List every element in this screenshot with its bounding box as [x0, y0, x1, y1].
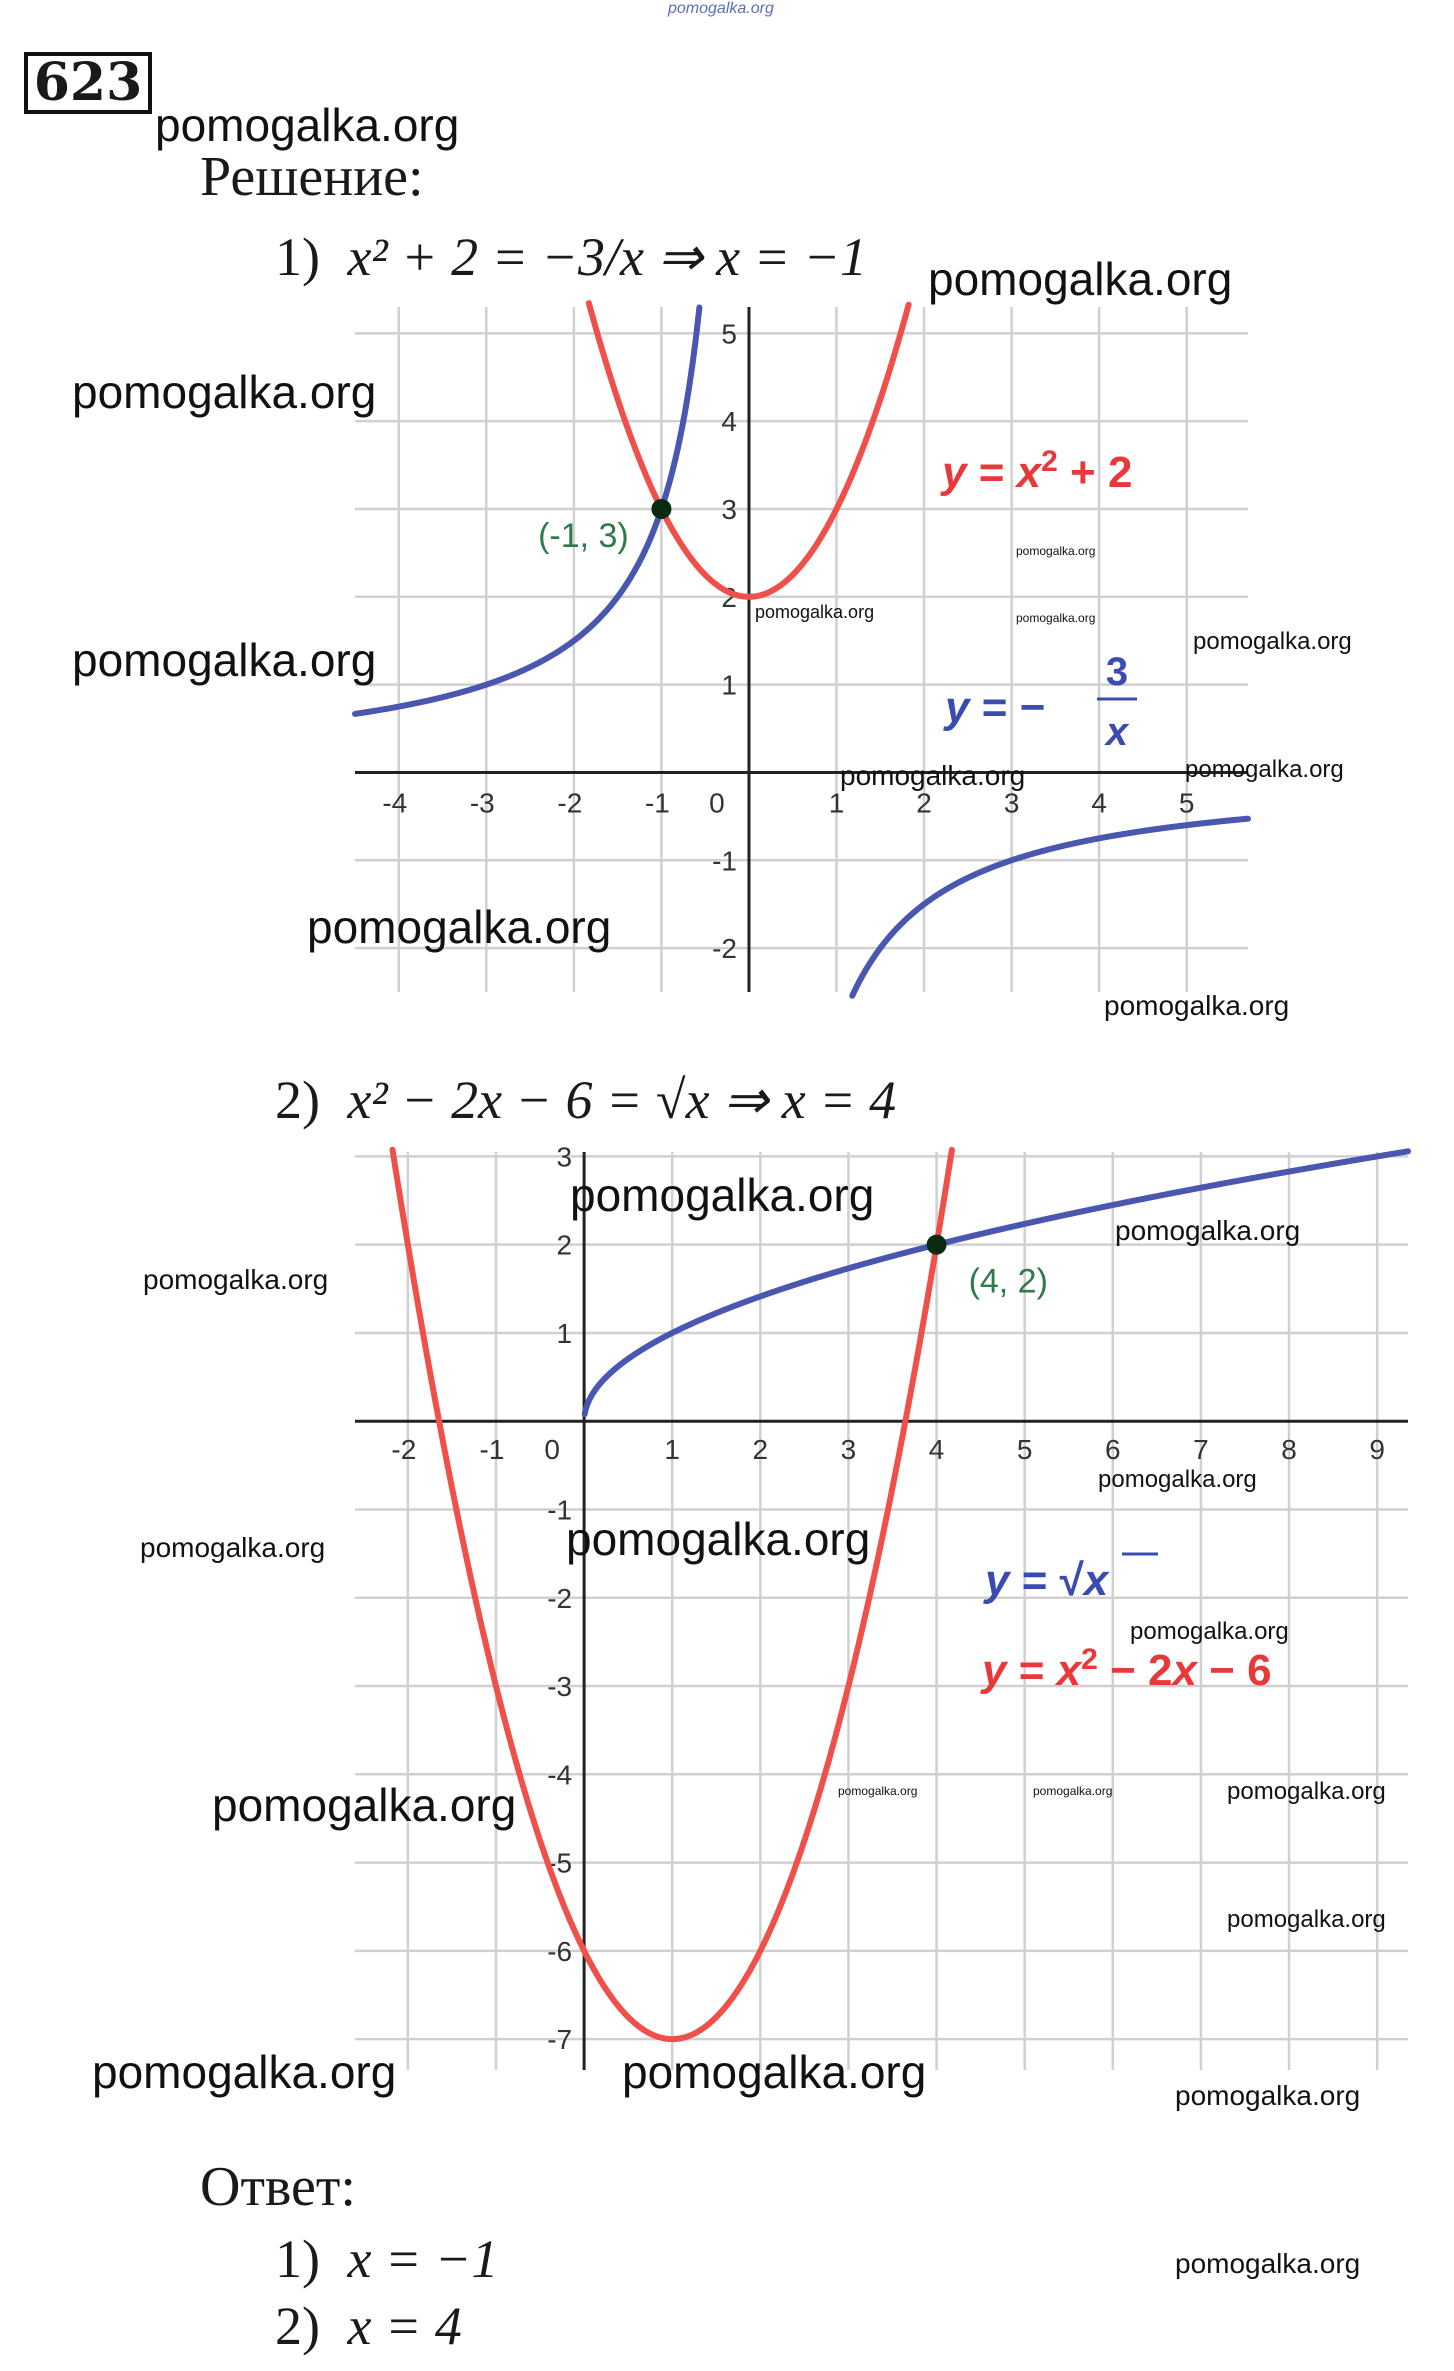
- chart-1: [0, 0, 1454, 1010]
- watermark: pomogalka.org: [1175, 2080, 1361, 2111]
- watermark: pomogalka.org: [1227, 1906, 1386, 1933]
- x-tick-label: 0: [544, 1434, 560, 1466]
- answer-line-1: [275, 2228, 498, 2290]
- x-tick-label: 9: [1369, 1434, 1385, 1466]
- series-line-2: [852, 819, 1248, 996]
- watermark: pomogalka.org: [1104, 990, 1290, 1021]
- y-tick-label: -2: [712, 933, 737, 965]
- legend-hyperbola-denominator: x: [1105, 710, 1129, 754]
- watermark: pomogalka.org: [72, 366, 377, 418]
- x-tick-label: 1: [828, 787, 845, 819]
- watermark: pomogalka.org: [840, 760, 1026, 791]
- x-tick-label: 4: [1091, 787, 1107, 819]
- watermark: pomogalka.org: [1185, 756, 1344, 783]
- intersection-point: [651, 499, 671, 519]
- answer-1-marker: 1): [275, 2229, 320, 2289]
- watermark: pomogalka.org: [1193, 628, 1352, 655]
- y-tick-label: 2: [721, 581, 737, 613]
- legend-parabola-2: $y = x^2 - 2x - 6$: [982, 1642, 1272, 1695]
- y-tick-label: 5: [721, 318, 737, 350]
- intersection-label: (-1, 3): [538, 516, 629, 555]
- answer-heading: Ответ:: [200, 2156, 356, 2218]
- chart1-tick-labels: [382, 318, 1194, 964]
- watermark: pomogalka.org: [1175, 2248, 1361, 2279]
- x-tick-label: 5: [1016, 1434, 1033, 1466]
- x-tick-label: 5: [1178, 787, 1195, 819]
- watermark: pomogalka.org: [1227, 1778, 1386, 1805]
- x-tick-label: -4: [382, 787, 408, 819]
- x-tick-label: -1: [644, 787, 670, 819]
- x-tick-label: 3: [840, 1434, 857, 1466]
- y-tick-label: -1: [547, 1494, 573, 1526]
- y-tick-label: -6: [547, 1935, 573, 1967]
- chart-2: [0, 1100, 1454, 2120]
- y-tick-label: -3: [547, 1671, 573, 1703]
- x-tick-label: 2: [916, 787, 932, 819]
- y-tick-label: 3: [721, 493, 737, 525]
- watermark: pomogalka.org: [566, 1513, 871, 1565]
- x-tick-label: 0: [709, 787, 725, 819]
- x-tick-label: 8: [1281, 1434, 1297, 1466]
- intersection-label: (4, 2): [968, 1262, 1048, 1301]
- watermark: pomogalka.org: [1130, 1618, 1289, 1645]
- watermark: pomogalka.org: [622, 2046, 927, 2098]
- legend-sqrt: y = √x: [985, 1556, 1109, 1605]
- watermark: pomogalka.org: [307, 901, 612, 953]
- watermark: pomogalka.org: [155, 99, 460, 151]
- watermark: pomogalka.org: [143, 1264, 329, 1295]
- task1-marker: 1): [275, 227, 320, 287]
- legend-hyperbola-numerator: 3: [1105, 650, 1129, 694]
- x-tick-label: 4: [928, 1434, 945, 1466]
- answer-2-text: x = 4: [347, 2296, 462, 2356]
- watermark: pomogalka.org: [72, 634, 377, 686]
- x-tick-label: 6: [1105, 1434, 1121, 1466]
- chart1-intersection: [538, 499, 671, 555]
- watermark: pomogalka.org: [1098, 1466, 1257, 1493]
- watermark: pomogalka.org: [1115, 1215, 1301, 1246]
- x-tick-label: -3: [469, 787, 495, 819]
- x-tick-label: -1: [479, 1434, 505, 1466]
- solution-heading: Решение:: [200, 146, 424, 208]
- y-tick-label: 3: [556, 1141, 573, 1173]
- intersection-point: [927, 1235, 947, 1255]
- task2-equation: x² − 2x − 6 = √x ⇒ x = 4: [347, 1070, 897, 1130]
- answer-1-text: x = −1: [347, 2229, 499, 2289]
- series-line-2: [355, 308, 699, 714]
- watermark: pomogalka.org: [570, 1169, 875, 1221]
- x-tick-label: 2: [752, 1434, 769, 1466]
- answer-line-2: [275, 2295, 462, 2357]
- chart1-legend: [940, 445, 1137, 755]
- watermark-top: pomogalka.org: [668, 0, 774, 17]
- watermark: pomogalka.org: [212, 1779, 517, 1831]
- watermark: pomogalka.org: [1033, 1784, 1113, 1798]
- answer-2-marker: 2): [275, 2296, 320, 2356]
- watermark: pomogalka.org: [755, 602, 875, 622]
- x-tick-label: 3: [1003, 787, 1020, 819]
- task1-equation: x² + 2 = −3/x ⇒ x = −1: [347, 227, 868, 287]
- y-tick-label: -2: [547, 1582, 573, 1614]
- watermark: pomogalka.org: [1016, 611, 1096, 625]
- y-tick-label: 1: [721, 669, 737, 701]
- watermark: pomogalka.org: [140, 1532, 326, 1563]
- y-tick-label: -7: [547, 2024, 573, 2056]
- legend-hyperbola: y = −: [945, 683, 1046, 732]
- watermark: pomogalka.org: [1016, 544, 1096, 558]
- x-tick-label: -2: [557, 787, 583, 819]
- x-tick-label: 7: [1193, 1434, 1209, 1466]
- y-tick-label: 2: [556, 1229, 573, 1261]
- x-tick-label: -2: [391, 1434, 417, 1466]
- watermark: pomogalka.org: [92, 2046, 397, 2098]
- y-tick-label: 1: [556, 1317, 573, 1349]
- y-tick-label: -1: [712, 845, 737, 877]
- problem-number: 623: [24, 52, 152, 114]
- task2-marker: 2): [275, 1070, 320, 1130]
- legend-parabola: $y = x^2 + 2$: [942, 444, 1133, 497]
- y-tick-label: 4: [721, 406, 737, 438]
- y-tick-label: -4: [547, 1759, 573, 1791]
- y-tick-label: -5: [547, 1847, 573, 1879]
- watermark: pomogalka.org: [928, 253, 1233, 305]
- x-tick-label: 1: [664, 1434, 681, 1466]
- watermark: pomogalka.org: [838, 1784, 918, 1798]
